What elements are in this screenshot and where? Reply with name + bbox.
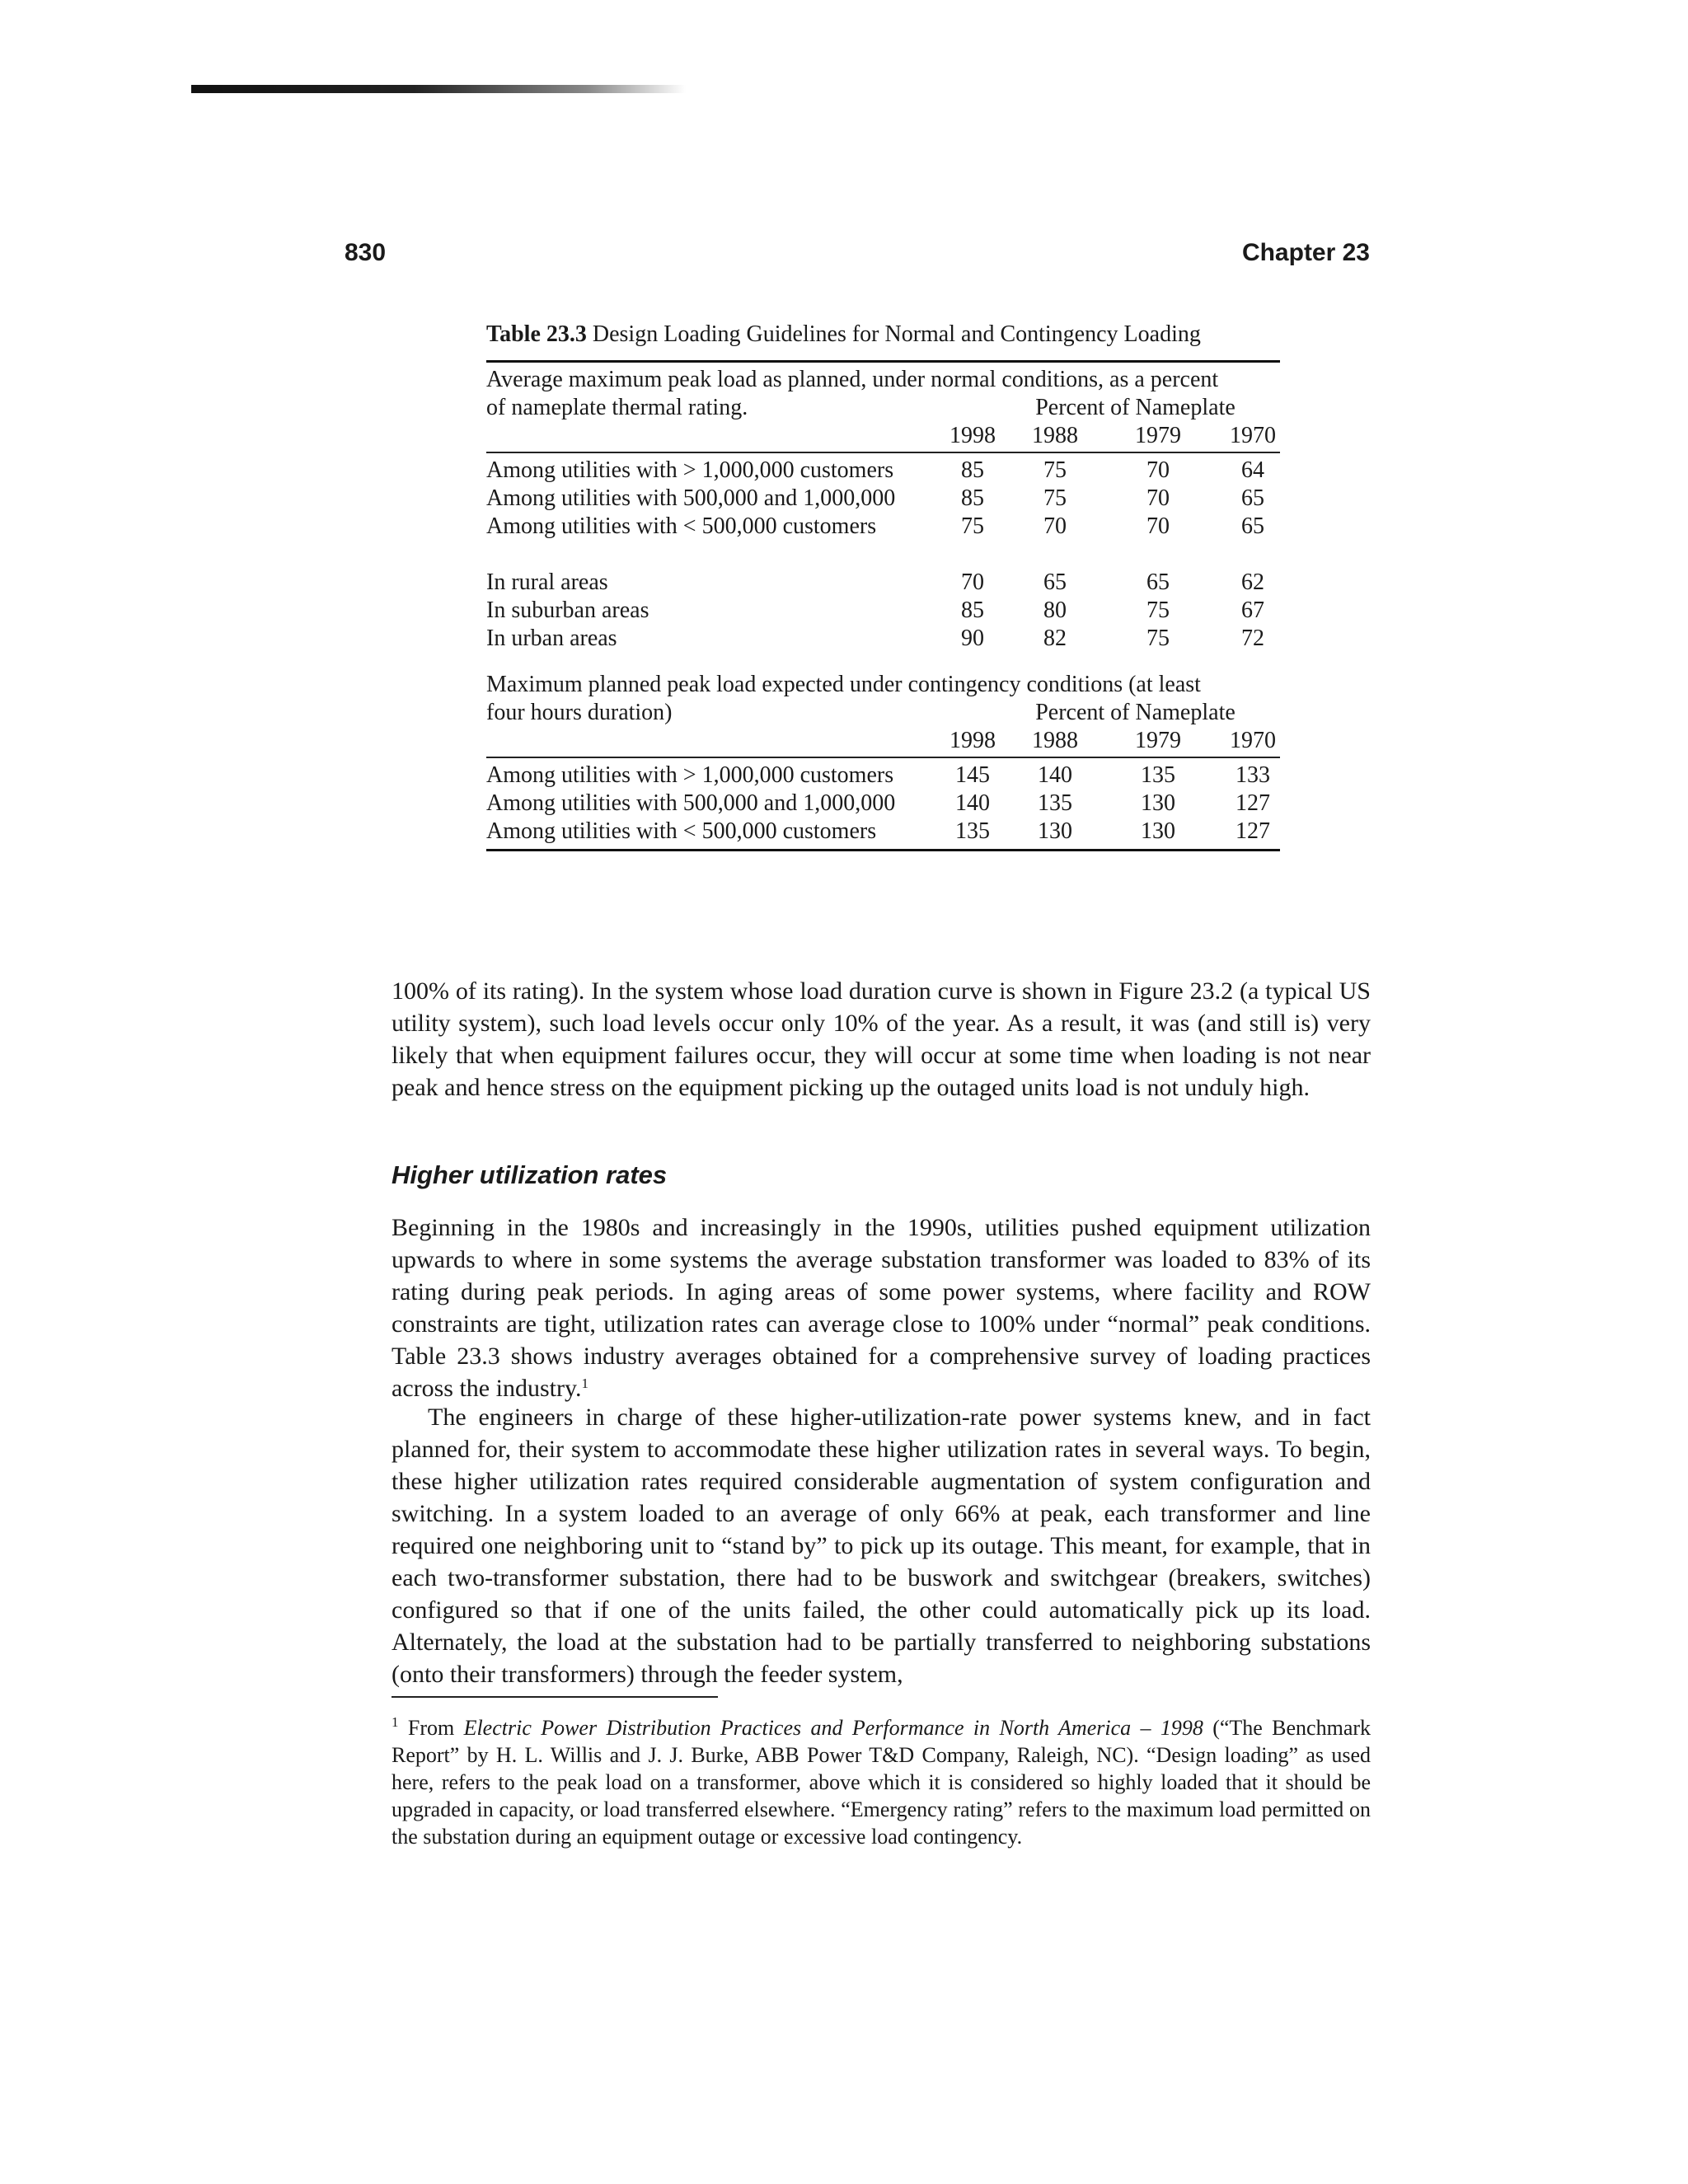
table-row [486, 625, 1280, 653]
cell-value: 145 [955, 762, 990, 788]
cell-value: 65 [1043, 569, 1067, 595]
footnote-cited-title: Electric Power Distribution Practices and Performance in North America – 1998 [463, 1716, 1203, 1740]
body-paragraph-3: The engineers in charge of these higher-utilization-rate power systems knew, and in fact planned for, their system to accommodate these higher utilization rates in several ways. To begin, these higher utilization rates required considerable augmentation of system configuration and switching. In a system loaded to an average of only 66% at peak, each transformer and line required one neighboring unit to “stand by” to pick up its outage. This meant, for example, that in each two-transformer substation, there had to be buswork and switchgear (breakers, switches) configured so that if one of the units failed, the other could automatically pick up its load. Alternately, the load at the substation had to be partially transferred to neighboring substations (onto their transformers) through the feeder system, [392, 1404, 1371, 1688]
contingency-group-header: Percent of Nameplate [1035, 700, 1236, 725]
cell-value: 130 [1038, 818, 1072, 844]
year-header: 1998 [950, 728, 996, 753]
cell-value: 70 [961, 569, 984, 595]
year-header: 1970 [1230, 423, 1276, 448]
normal-description-line2: of nameplate thermal rating. [486, 395, 748, 420]
cell-value: 135 [955, 818, 990, 844]
cell-value: 135 [1038, 790, 1072, 816]
normal-year-header [486, 422, 1280, 452]
cell-value: 70 [1146, 457, 1170, 483]
cell-value: 127 [1236, 818, 1270, 844]
cell-value: 85 [961, 598, 984, 623]
cell-value: 75 [1043, 485, 1067, 511]
body-paragraph-2-text: Beginning in the 1980s and increasingly in the 1990s, utilities pushed equipment utilization upwards to where in some systems the average substation transformer was loaded to 83% of its rating during peak periods. In aging areas of some power systems, where facility and ROW constraints are tight, utilization rates can average close to 100% under “normal” peak conditions. Table 23.3 shows industry averages obtained for a comprehensive survey of loading practices across the industry. [392, 1214, 1371, 1402]
normal-header-line2 [486, 394, 1280, 422]
normal-rows [486, 453, 1280, 656]
contingency-description-line1: Maximum planned peak load expected under contingency conditions (at least [486, 672, 1201, 697]
normal-description-line1: Average maximum peak load as planned, under normal conditions, as a percent [486, 367, 1219, 392]
cell-value: 80 [1043, 598, 1067, 623]
body-paragraph-1: 100% of its rating). In the system whose load duration curve is shown in Figure 23.2 (a typical US utility system), such load levels occur only 10% of the year. As a result, it was (and still is) very likely that when equipment failures occur, they will occur at some time when loading is not near peak and hence stress on the equipment picking up the outaged units load is not unduly high. [392, 977, 1371, 1101]
cell-value: 70 [1043, 513, 1067, 539]
cell-value: 133 [1236, 762, 1270, 788]
cell-value: 85 [961, 485, 984, 511]
cell-value: 75 [1043, 457, 1067, 483]
cell-value: 130 [1141, 790, 1175, 816]
footnote [392, 1714, 1371, 1850]
page-number: 830 [345, 239, 387, 266]
cell-value: 140 [955, 790, 990, 816]
cell-value: 82 [1043, 626, 1067, 651]
cell-value: 64 [1241, 457, 1264, 483]
running-header [345, 239, 1370, 275]
table-row [486, 457, 1280, 485]
contingency-header-line2 [486, 699, 1280, 727]
table-row [486, 818, 1280, 846]
chapter-title: Chapter 23 [1241, 239, 1370, 266]
table-row [486, 762, 1280, 790]
footnote-reference: 1 [581, 1376, 589, 1391]
contingency-loading-table [486, 668, 1280, 851]
table-row [486, 513, 1280, 541]
contingency-year-header [486, 727, 1280, 757]
table-caption-text: Design Loading Guidelines for Normal and Contingency Loading [592, 321, 1201, 347]
cell-value: 70 [1146, 513, 1170, 539]
table-row [486, 790, 1280, 818]
cell-value: 65 [1146, 569, 1170, 595]
normal-group-header: Percent of Nameplate [1035, 395, 1236, 420]
row-label: In urban areas [486, 626, 617, 651]
body-paragraph-2 [392, 1212, 1371, 1404]
year-header: 1979 [1135, 423, 1181, 448]
year-header: 1988 [1032, 423, 1078, 448]
cell-value: 75 [1146, 626, 1170, 651]
cell-value: 90 [961, 626, 984, 651]
footnote-text: (“The Benchmark Report” by H. L. Willis and J. J. Burke, ABB Power T&D Company, Raleigh, NC). “Design loading” as used here, refers to the peak load on a transformer, above which it is considered so highly loaded that it should be upgraded in capacity, or load transferred elsewhere. “Emergency rating” refers to the maximum load permitted on the substation during an equipment outage or excessive load contingency. [392, 1716, 1372, 1849]
cell-value: 65 [1241, 513, 1264, 539]
scan-artifact-bar [191, 85, 686, 93]
cell-value: 130 [1141, 818, 1175, 844]
table-row [486, 485, 1280, 513]
row-label: Among utilities with > 1,000,000 customers [486, 762, 894, 788]
row-label: Among utilities with < 500,000 customers [486, 818, 877, 844]
contingency-description-line2: four hours duration) [486, 700, 673, 725]
footnote-lead: From [407, 1716, 455, 1740]
table-label: Table 23.3 [486, 321, 587, 347]
cell-value: 72 [1241, 626, 1264, 651]
year-header: 1979 [1135, 728, 1181, 753]
row-label: Among utilities with > 1,000,000 customers [486, 457, 894, 483]
cell-value: 140 [1038, 762, 1072, 788]
cell-value: 75 [961, 513, 984, 539]
table-caption [486, 321, 1311, 348]
footnote-rule [392, 1696, 718, 1698]
contingency-rows [486, 758, 1280, 849]
row-label: Among utilities with < 500,000 customers [486, 513, 877, 539]
row-label: In rural areas [486, 569, 608, 595]
cell-value: 67 [1241, 598, 1264, 623]
cell-value: 65 [1241, 485, 1264, 511]
section-heading: Higher utilization rates [392, 1160, 668, 1189]
cell-value: 127 [1236, 790, 1270, 816]
footnote-marker: 1 [392, 1714, 399, 1730]
row-label: In suburban areas [486, 598, 649, 623]
cell-value: 85 [961, 457, 984, 483]
cell-value: 62 [1241, 569, 1264, 595]
table-bottom-rule [486, 849, 1280, 851]
year-header: 1970 [1230, 728, 1276, 753]
table-row [486, 569, 1280, 597]
normal-loading-table [486, 360, 1280, 656]
year-header: 1998 [950, 423, 996, 448]
cell-value: 135 [1141, 762, 1175, 788]
cell-value: 75 [1146, 598, 1170, 623]
table-row [486, 597, 1280, 625]
row-label: Among utilities with 500,000 and 1,000,000 [486, 790, 896, 816]
row-gap [486, 541, 1280, 569]
cell-value: 70 [1146, 485, 1170, 511]
year-header: 1988 [1032, 728, 1078, 753]
row-label: Among utilities with 500,000 and 1,000,000 [486, 485, 896, 511]
